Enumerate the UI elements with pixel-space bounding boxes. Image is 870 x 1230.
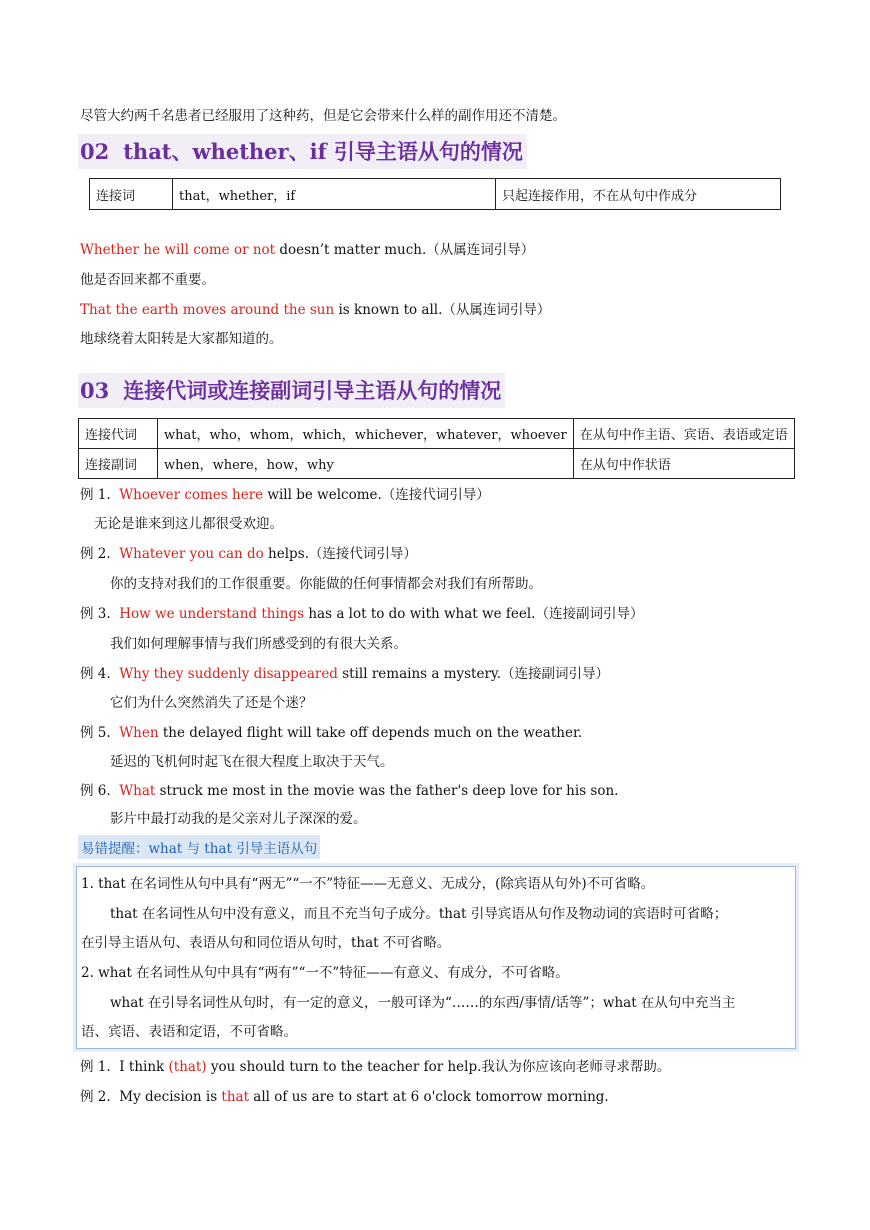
example-sentence [80,662,609,682]
section-02-heading [78,134,527,169]
tip-line: 在引导主语从句、表语从句和同位语从句时，that 不可省略。 [81,935,451,951]
example-translation: 我们如何理解事情与我们所感受到的有很大关系。 [110,636,407,652]
sentence-rest: struck me most in the movie was the father's deep love for his son. [155,783,619,799]
tip-heading: 易错提醒：what 与 that 引导主语从句 [78,835,320,859]
tip-line: that 在名词性从句中没有意义，而且不充当句子成分。that 引导宾语从句作及物动词的宾语时可省略； [110,906,728,922]
tip-line: what 在引导名词性从句时，有一定的意义，一般可译为“……的东西/事情/话等”；what 在从句中充当主 [110,995,736,1011]
example-sentence [80,721,582,741]
tip-line: 语、宾语、表语和定语，不可省略。 [81,1024,297,1040]
example-translation: 他是否回来都不重要。 [80,272,215,288]
clause-highlight: That the earth moves around the sun [80,302,335,318]
section-02-title: that、whether、if 引导主语从句的情况 [123,139,523,164]
example-sentence [80,483,490,503]
example-translation: 延迟的飞机何时起飞在很大程度上取决于天气。 [110,754,394,770]
clause-highlight: Whether he will come or not [80,242,276,258]
example-label: 例 2. [80,546,111,562]
clause-highlight: Whoever comes here [119,487,264,503]
tip-box [76,866,796,1049]
example-label: 例 2. [80,1089,111,1105]
example-sentence [80,779,618,799]
sentence-rest: is known to all.（从属连词引导） [334,302,551,318]
intro-text: 尽管大约两千名患者已经服用了这种药，但是它会带来什么样的副作用还不清楚。 [80,108,566,124]
example-translation: 影片中最打动我的是父亲对儿子深深的爱。 [110,811,367,827]
clause-highlight: When [119,725,159,741]
example-sentence [80,1085,609,1105]
section-02-number: 02 [80,139,110,164]
section-03-number: 03 [80,378,110,403]
sentence-rest: all of us are to start at 6 o'clock tomorrow morning. [249,1089,609,1105]
example-sentence [80,1055,670,1075]
sentence-rest: doesn’t matter much.（从属连词引导） [275,242,535,258]
tip-line: 1. that 在名词性从句中具有“两无”“一不”特征——无意义、无成分，(除宾语从句外)不可省略。 [81,876,655,892]
tip-line: 2. what 在名词性从句中具有“两有”“一不”特征——有意义、有成分，不可省略。 [81,965,569,981]
clause-highlight: How we understand things [119,606,305,622]
table-cell: 在从句中作主语、宾语、表语或定语 [573,419,794,449]
sentence-rest: you should turn to the teacher for help.我认为你应该向老师寻求帮助。 [206,1059,671,1075]
clause-highlight: Whatever you can do [119,546,264,562]
example-translation: 你的支持对我们的工作很重要。你能做的任何事情都会对我们有所帮助。 [110,576,542,592]
example-translation: 无论是谁来到这儿都很受欢迎。 [94,516,283,532]
example-label: 例 3. [80,606,111,622]
sentence-rest: still remains a mystery.（连接副词引导） [337,666,610,682]
table-cell: 连接代词 [79,419,158,449]
table-cell: what，who，whom，which，whichever，whatever，whoever [158,419,574,449]
table-cell: 只起连接作用，不在从句中作成分 [496,179,781,210]
section-03-heading [78,373,505,408]
example-label: 例 1. [80,487,111,503]
connector-table-03 [78,418,795,479]
sentence-rest: the delayed flight will take off depends much on the weather. [158,725,583,741]
sentence-rest: will be welcome.（连接代词引导） [263,487,490,503]
example-label: 例 6. [80,783,111,799]
clause-highlight: that [221,1089,250,1105]
table-cell: that，whether，if [173,179,496,210]
example-translation: 它们为什么突然消失了还是个迷？ [110,695,313,711]
connector-table-02 [89,178,781,210]
clause-highlight: (that) [168,1059,207,1075]
sentence-start: I think [119,1059,169,1075]
sentence-start: My decision is [119,1089,222,1105]
example-sentence [80,602,643,622]
example-label: 例 5. [80,725,111,741]
example-sentence [80,298,550,318]
example-translation: 地球绕着太阳转是大家都知道的。 [80,331,283,347]
table-cell: when，where，how，why [158,449,574,479]
table-cell: 连接词 [90,179,173,210]
clause-highlight: What [119,783,156,799]
sentence-rest: helps.（连接代词引导） [263,546,417,562]
example-label: 例 1. [80,1059,111,1075]
example-label: 例 4. [80,666,111,682]
table-cell: 连接副词 [79,449,158,479]
table-cell: 在从句中作状语 [573,449,794,479]
example-sentence [80,542,417,562]
section-03-title: 连接代词或连接副词引导主语从句的情况 [123,378,502,403]
clause-highlight: Why they suddenly disappeared [119,666,338,682]
example-sentence [80,238,534,258]
sentence-rest: has a lot to do with what we feel.（连接副词引导） [304,606,644,622]
